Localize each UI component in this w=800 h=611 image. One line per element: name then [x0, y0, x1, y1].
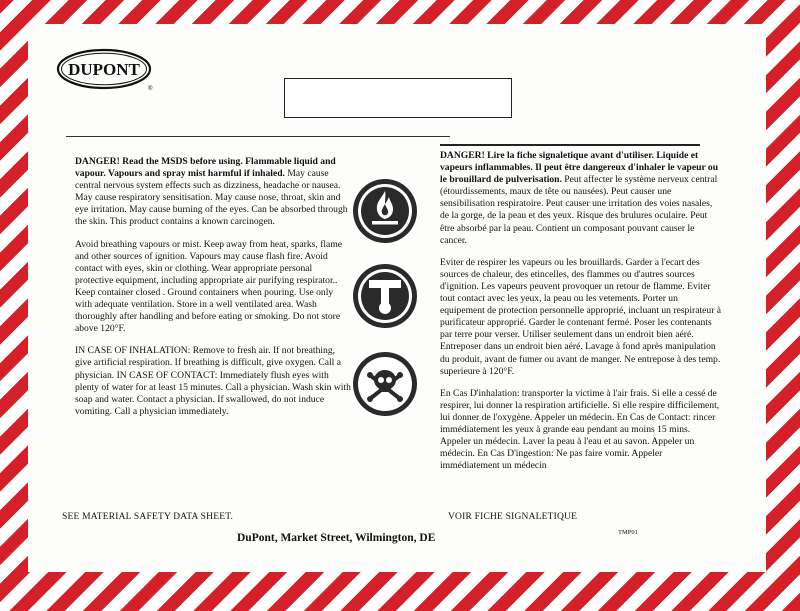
flammable-icon	[351, 177, 419, 245]
english-danger-block	[75, 156, 351, 229]
english-precautions: Avoid breathing vapours or mist. Keep away from heat, sparks, flame and other sources of ignition. Vapours may cause flash fire. Avoid contact with eyes, skin or clothing. Wear appropriate personal protective equipment, including appropriate air purifying respirator.. Keep container closed . Ground containers when pouring. Use only with adequate ventilation. Store in a well ventilated area. Wash thoroughly after handling and before eating or smoking. Do not store above 120°F.	[75, 238, 343, 335]
toxic-t-icon	[351, 262, 419, 330]
french-first-aid: En Cas D'inhalation: transporter la victime à l'air frais. Si elle a cessé de respirer, lui donner la respiration artificielle. Si elle respire difficilement, lui donner de l'oxygène. Appeler un médecin. En Cas de Contact: rincer immédiatement les yeux à grande eau pendant au moins 15 mins. Appeler un médecin. Laver la peau à l'eau et au savon. Appeler un médecin. En Cas D'ingestion: Ne pas faire vomir. Appeler immédiatement un médecin	[440, 387, 720, 472]
english-danger-heading: DANGER! Read the MSDS before using. Flammable liquid and vapour. Vapours and spray mist harmful if inhaled.	[75, 156, 336, 180]
registered-mark: ®	[148, 86, 153, 92]
label-code: TMP01	[618, 529, 638, 536]
french-danger-body: Peut affecter le système nerveux central (étourdissements, maux de tête ou nausées). Peut causer une sensibilisation respiratoire. Peut causer une irritation des voies nasales, de la gorge, de la peau et des yeux. Risque des brulures oculaire. Peut être absorbé par la peau. Contient un composant pouvant causer le cancer.	[440, 174, 718, 246]
french-danger-block	[440, 150, 722, 247]
dupont-logo	[56, 48, 154, 92]
english-danger-body: May cause central nervous system effects such as dizziness, headache or nausea. May cause respiratory sensitisation. May cause nose, throat, skin and eye irritation. May cause burning of the eyes. Can be absorbed through the skin. This product contains a known carcinogen.	[75, 168, 348, 228]
french-precautions: Eviter de respirer les vapeurs ou les brouillards. Garder a l'ecart des sources de chaleur, des etincelles, des flammes ou d'autres sources d'ignition. Les vapeurs peuvent provoquer un retour de flamme. Eviter tout contact avec les yeux, la peau ou les vetements. Porter un equipement de protection personnelle approprié, incluant un respirateur à purificateur approprié. Garder le contenant fermé. Poser les contenants par terre pour verser. Utiliser seulement dans un endroit bien aéré. Entreposer dans un endroit bien aéré. Lavage à fond après manipulation du produit, avant de fumer ou avant de manger. Ne entrepose à des temp. superieure à 120°F.	[440, 256, 722, 377]
logo-text: DUPONT	[68, 60, 140, 79]
english-first-aid: IN CASE OF INHALATION: Remove to fresh air. If not breathing, give artificial respiration. If breathing is difficult, give oxygen. Call a physician. IN CASE OF CONTACT: Immediately flush eyes with plenty of water for at least 15 minutes. Call a physician. Wash skin with soap and water. Contact a physician. If swallowed, do not induce vomiting. Call a physician immediately.	[75, 345, 351, 417]
french-danger-heading: DANGER! Lire la fiche signaletique avant d'utiliser. Liquide et vapeurs inflammables. Il peut être dangereux d'inhaler le vapeur ou le brouillard de pulverisation.	[440, 150, 719, 186]
french-column	[440, 150, 722, 482]
right-heading-rule	[440, 144, 700, 146]
top-divider-line	[66, 136, 450, 137]
english-column	[75, 156, 351, 428]
manufacturer-address: DuPont, Market Street, Wilmington, DE	[237, 532, 436, 544]
voir-fiche-note: VOIR FICHE SIGNALETIQUE	[448, 512, 578, 522]
blank-label-box	[284, 78, 512, 118]
skull-crossbones-icon	[351, 350, 419, 418]
see-msds-note: SEE MATERIAL SAFETY DATA SHEET.	[62, 512, 234, 522]
